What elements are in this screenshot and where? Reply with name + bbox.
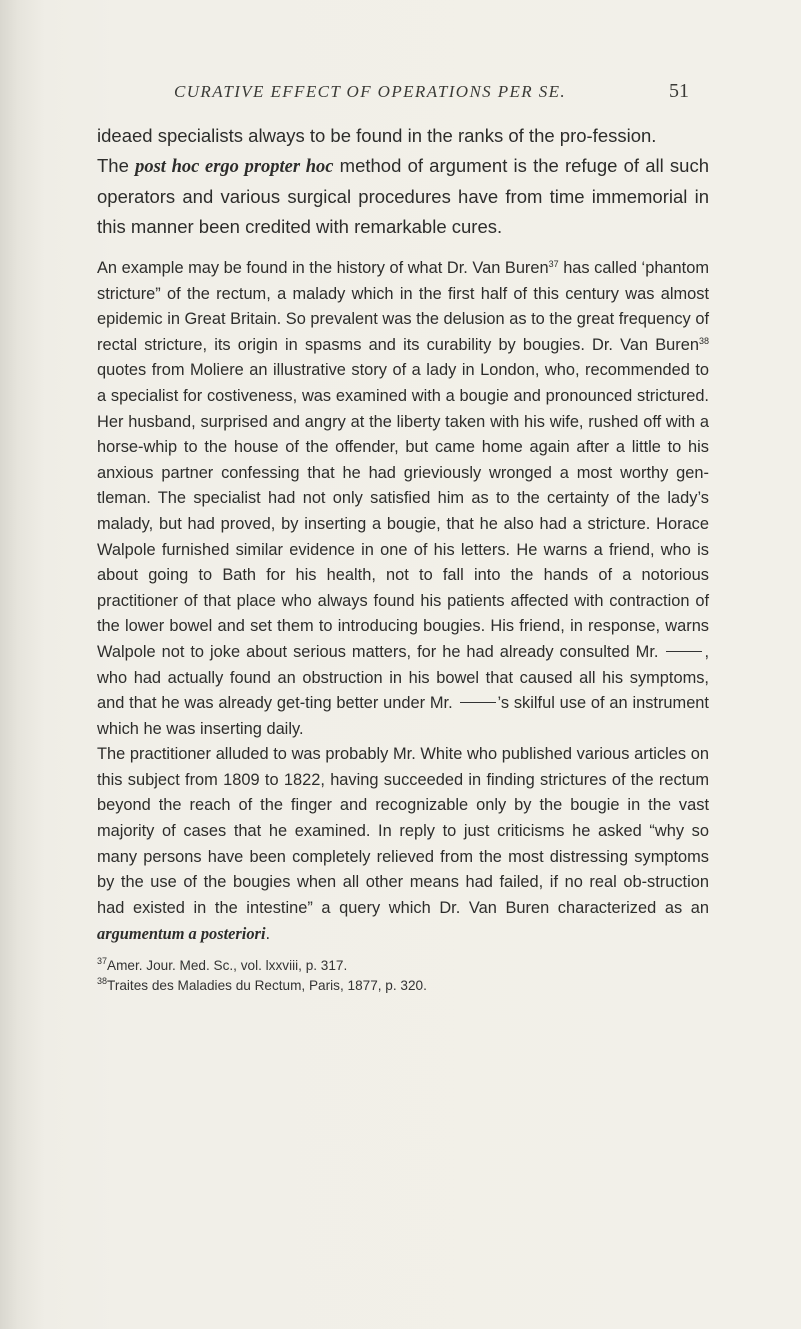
page-header (174, 82, 689, 114)
running-title: CURATIVE EFFECT OF OPERATIONS PER SE. (174, 82, 567, 101)
p2-text-start: The (97, 154, 136, 176)
p4-latin-phrase: argumentum a posteriori (97, 924, 266, 944)
p2-text-end: method of argument is the refuge of all such operators and various surgical procedures have from time immemorial in this manner been credited with remarkable cures. (97, 154, 709, 237)
footnote-text: Amer. Jour. Med. Sc., vol. lxxviii, p. 317. (107, 958, 348, 974)
page-body (97, 121, 709, 996)
page-number: 51 (669, 80, 689, 102)
p3-text-e: ’s skilful use of an instrument which he was inserting daily. (97, 694, 709, 738)
p3-text-c: quotes from Moliere an illustrative story of a lady in London, who, recommended to a specialist for costiveness, was examined with a bougie and pronounced strictured. Her husband, surprised and angry at the liberty taken with his wife, rushed off with a horse-whip to the house of the offender, but came home again after a little to his anxious partner confessing that he had grieviously wronged a most worthy gen-tleman. The specialist had not only satisfied him as to the certainty of the lady’s malady, but had proved, by inserting a bougie, that he also had a stricture. Horace Walpole furnished similar evidence in one of his letters. He warns a friend, who is about going to Bath for his health, not to fall into the hands of a notorious practitioner of that place who always found his patients affected with contraction of the lower bowel and set them to introducing bougies. His friend, in response, warns Walpole not to joke about serious matters, for he had already consulted Mr. (97, 361, 709, 661)
footnote-38 (97, 976, 709, 996)
p4-text-start: The practitioner alluded to was probably Mr. White who published various articles on this subject from 1809 to 1822, having succeeded in finding strictures of the rectum beyond the reach of the finger and recognizable only by the bougie in the vast majority of cases that he examined. In reply to just criticisms he asked “why so many persons have been completely relieved from the most distressing symptoms by the use of the bougies when all other means had failed, if no real ob-struction had existed in the intestine” a query which Dr. Van Buren characterized as an (97, 745, 709, 917)
footnote-mark: 37 (97, 956, 108, 967)
footnote-ref-37: 37 (548, 259, 559, 269)
footnote-text: Traites des Maladies du Rectum, Paris, 1877, p. 320. (107, 978, 427, 994)
p3-text-d: , who had actually found an obstruction in his bowel that caused all his symptoms, and that he was already get-ting better under Mr. (97, 642, 709, 713)
paragraph-phantom-stricture (97, 256, 709, 742)
omitted-name-dash (460, 702, 496, 703)
p2-latin-phrase: post hoc ergo propter hoc (135, 156, 334, 177)
omitted-name-dash (666, 651, 702, 652)
paragraph-continuation: ideaed specialists always to be found in the ranks of the pro-fession. (97, 125, 657, 146)
footnotes (97, 956, 709, 996)
paragraph-post-hoc (97, 151, 709, 242)
footnote-37 (97, 956, 709, 976)
footnote-mark: 38 (97, 976, 108, 987)
paragraph-mr-white (97, 742, 709, 948)
p3-text-a: An example may be found in the history of what Dr. Van Buren (97, 259, 549, 277)
p4-text-end: . (265, 925, 271, 944)
footnote-ref-38: 38 (698, 335, 709, 346)
p3-text-b: has called ‘phantom stricture” of the rectum, a malady which in the first half of this century was almost epidemic in Great Britain. So prevalent was the delusion as to the great frequency of rectal stricture, its origin in spasms and its curability by bougies. Dr. Van Buren (97, 259, 709, 354)
